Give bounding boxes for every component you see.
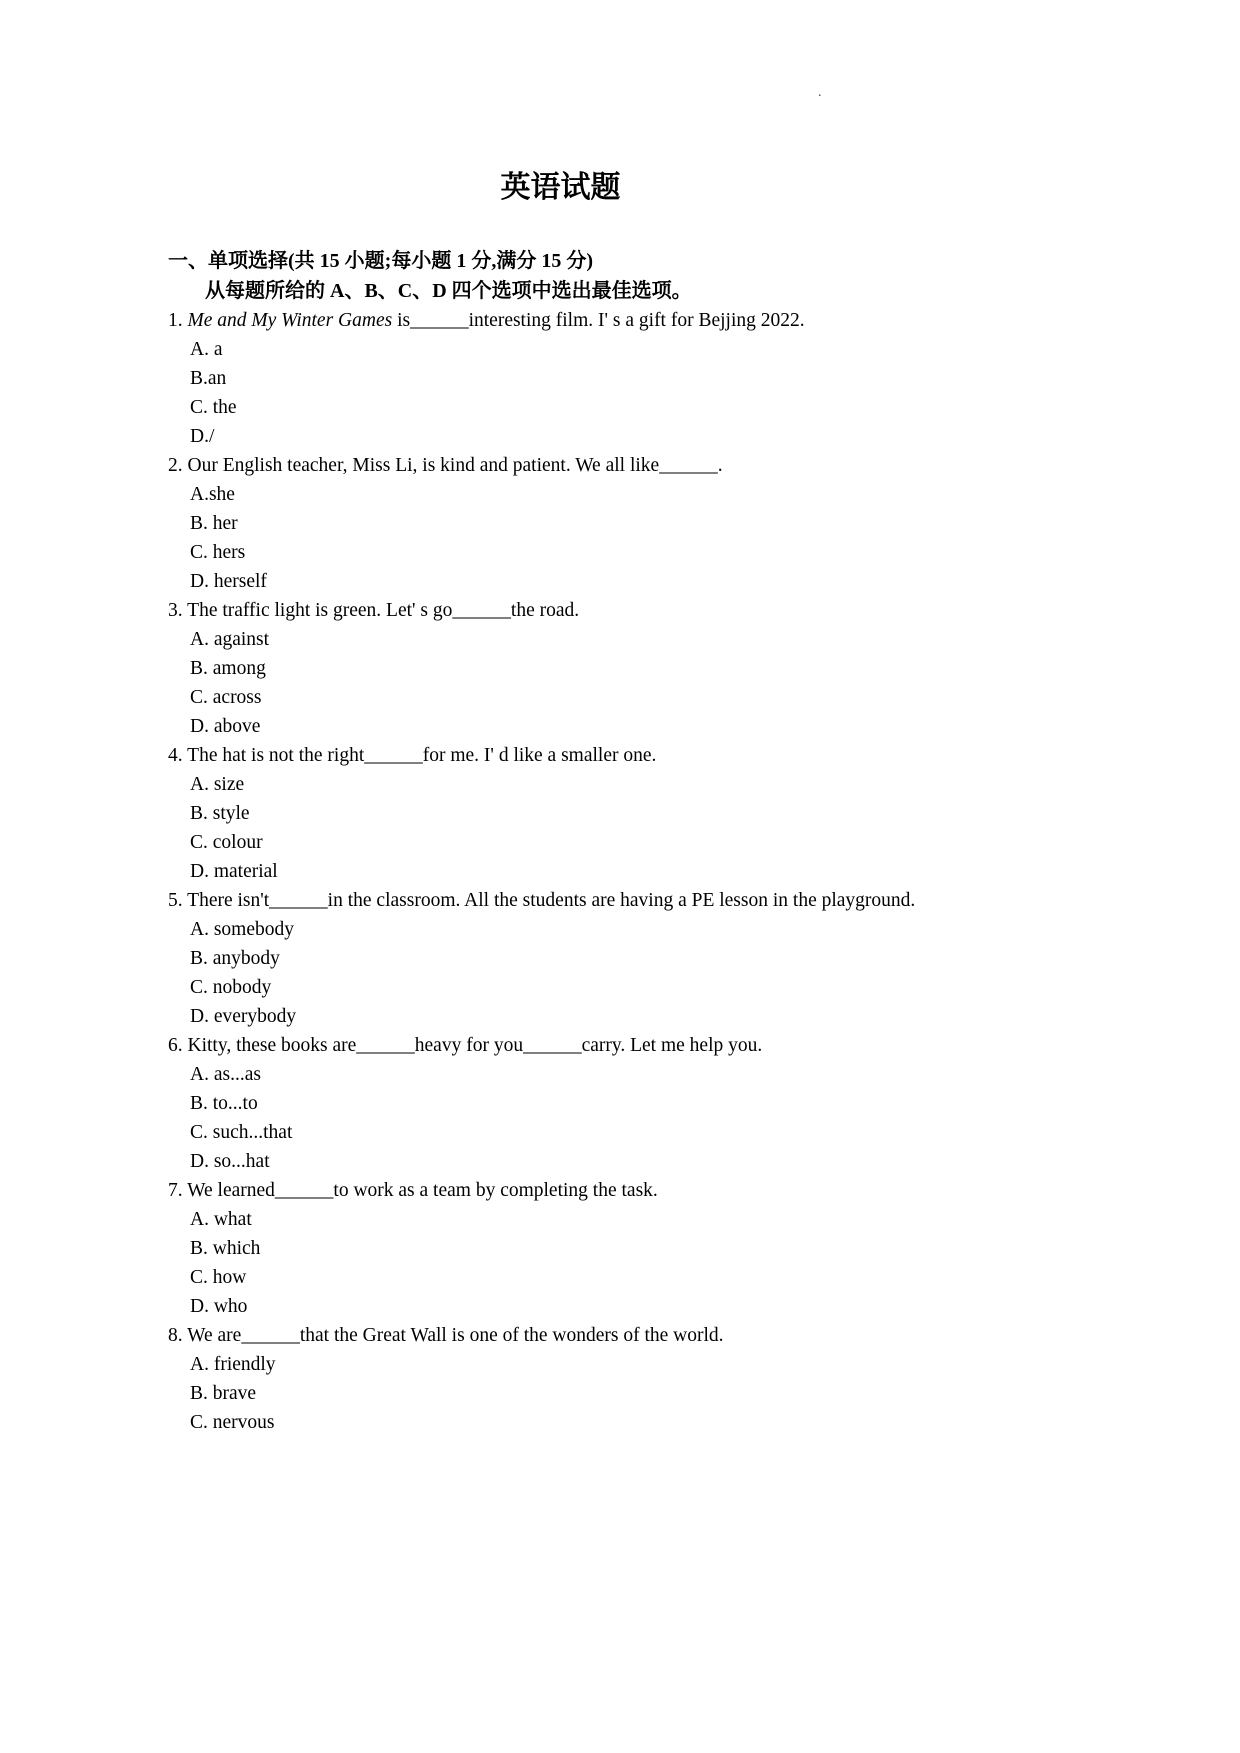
question-stem	[168, 741, 1083, 770]
question-stem-text: There isn't______in the classroom. All the students are having a PE lesson in the playground.	[187, 890, 916, 911]
question-stem-text: The traffic light is green. Let' s go______the road.	[187, 600, 580, 621]
question-stem	[168, 1031, 1083, 1060]
question-list	[168, 306, 1083, 1437]
answer-option: C. the	[190, 397, 237, 418]
answer-option: D. so...hat	[190, 1151, 270, 1172]
question-number: 8.	[168, 1325, 188, 1346]
answer-option: B. to...to	[190, 1093, 258, 1114]
answer-option: B. which	[190, 1238, 261, 1259]
answer-option: C. such...that	[190, 1122, 293, 1143]
question-stem-text: The hat is not the right______for me. I' d like a smaller one.	[187, 745, 657, 766]
question-number: 1.	[168, 310, 188, 331]
answer-option: C. nobody	[190, 977, 272, 998]
question-stem	[168, 451, 1083, 480]
question-stem-text: We are______that the Great Wall is one of the wonders of the world.	[187, 1325, 724, 1346]
question-block	[168, 1321, 1083, 1437]
answer-option: C. nervous	[190, 1412, 275, 1433]
question-block	[168, 596, 1083, 741]
answer-option: A. friendly	[190, 1354, 276, 1375]
question-stem-text: Kitty, these books are______heavy for you______carry. Let me help you.	[187, 1035, 763, 1056]
stray-dot-mark: .	[818, 85, 822, 100]
question-stem-text: Our English teacher, Miss Li, is kind and patient. We all like______.	[187, 455, 723, 476]
question-stem	[168, 306, 1083, 335]
answer-option: C. colour	[190, 832, 263, 853]
answer-option: D. above	[190, 716, 261, 737]
question-stem-text: is______interesting film. I' s a gift for Bejjing 2022.	[392, 310, 805, 331]
answer-option: D. herself	[190, 571, 267, 592]
question-stem-italic-title: Me and My Winter Games	[187, 310, 393, 331]
answer-option: D. material	[190, 861, 278, 882]
answer-option: B. style	[190, 803, 250, 824]
question-number: 3.	[168, 600, 188, 621]
answer-option: A.she	[190, 484, 235, 505]
answer-option: B. brave	[190, 1383, 257, 1404]
question-stem	[168, 886, 1083, 915]
answer-option: A. against	[190, 629, 270, 650]
question-stem	[168, 1176, 1083, 1205]
document-content	[168, 168, 1083, 1437]
answer-option: B.an	[190, 368, 227, 389]
answer-option: A. somebody	[190, 919, 294, 940]
question-stem	[168, 596, 1083, 625]
answer-option: D. who	[190, 1296, 248, 1317]
answer-option: B. anybody	[190, 948, 280, 969]
page-title: 英语试题	[500, 171, 621, 204]
answer-option: A. a	[190, 339, 223, 360]
question-block	[168, 306, 1083, 451]
question-block	[168, 741, 1083, 886]
question-number: 5.	[168, 890, 188, 911]
section-instruction: 从每题所给的 A、B、C、D 四个选项中选出最佳选项。	[205, 280, 692, 302]
question-number: 2.	[168, 455, 188, 476]
question-number: 7.	[168, 1180, 188, 1201]
answer-option: A. what	[190, 1209, 252, 1230]
answer-option: B. among	[190, 658, 266, 679]
question-block	[168, 451, 1083, 596]
answer-option: D./	[190, 426, 215, 447]
question-number: 4.	[168, 745, 188, 766]
answer-option: A. size	[190, 774, 245, 795]
question-block	[168, 1031, 1083, 1176]
question-stem-text: We learned______to work as a team by completing the task.	[187, 1180, 658, 1201]
answer-option: D. everybody	[190, 1006, 297, 1027]
question-stem	[168, 1321, 1083, 1350]
answer-option: A. as...as	[190, 1064, 261, 1085]
answer-option: C. hers	[190, 542, 246, 563]
question-block	[168, 1176, 1083, 1321]
question-block	[168, 886, 1083, 1031]
answer-option: B. her	[190, 513, 238, 534]
question-number: 6.	[168, 1035, 188, 1056]
answer-option: C. across	[190, 687, 262, 708]
section-header: 一、单项选择(共 15 小题;每小题 1 分,满分 15 分)	[168, 250, 593, 272]
answer-option: C. how	[190, 1267, 247, 1288]
